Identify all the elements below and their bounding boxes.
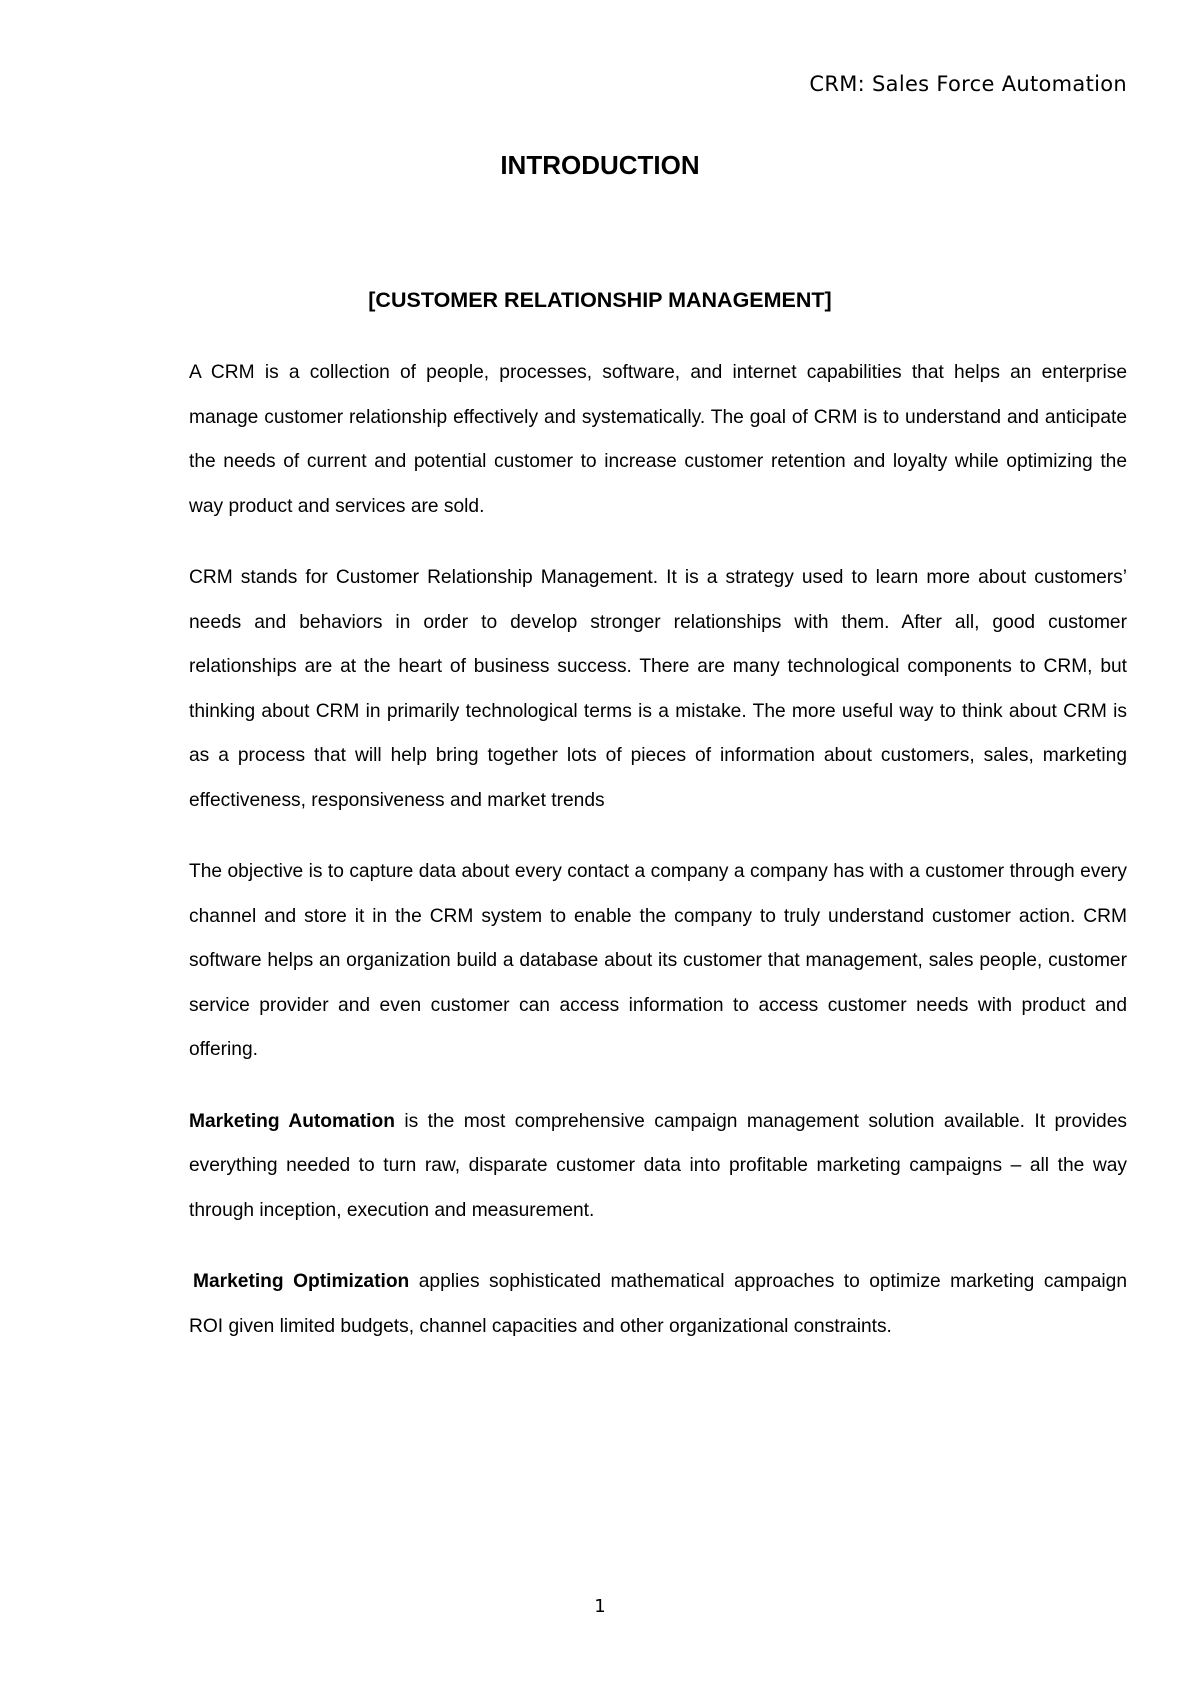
- body-text: [189, 351, 1127, 1349]
- section-title: [CUSTOMER RELATIONSHIP MANAGEMENT]: [368, 288, 832, 312]
- paragraph-crm-definition: A CRM is a collection of people, processes, software, and internet capabilities that helps an enterprise manage customer relationship effectively and systematically. The goal of CRM is to understand and anticipate the needs of current and potential customer to increase customer retention and loyalty while optimizing the way product and services are sold.: [189, 362, 1127, 517]
- term-marketing-optimization: Marketing Optimization: [193, 1271, 410, 1292]
- page-title: INTRODUCTION: [500, 150, 700, 180]
- paragraph-crm-objective: The objective is to capture data about every contact a company a company has with a customer through every channel and store it in the CRM system to enable the company to truly understand customer action. CRM software helps an organization build a database about its customer that management, sales people, customer service provider and even customer can access information to access customer needs with product and offering.: [189, 861, 1127, 1060]
- running-header: CRM: Sales Force Automation: [809, 72, 1127, 96]
- page-number: 1: [594, 1596, 606, 1617]
- paragraph-marketing-automation: [189, 1100, 1127, 1234]
- paragraph-crm-strategy: CRM stands for Customer Relationship Management. It is a strategy used to learn more about customers’ needs and behaviors in order to develop stronger relationships with them. After all, good customer relationships are at the heart of business success. There are many technological components to CRM, but thinking about CRM in primarily technological terms is a mistake. The more useful way to think about CRM is as a process that will help bring together lots of pieces of information about customers, sales, marketing effectiveness, responsiveness and market trends: [189, 567, 1127, 811]
- paragraph-marketing-optimization-text: applies sophisticated mathematical approaches to optimize marketing campaign ROI given limited budgets, channel capacities and other organizational constraints.: [189, 1271, 1128, 1337]
- term-marketing-automation: Marketing Automation: [189, 1110, 395, 1132]
- paragraph-marketing-automation-text: is the most comprehensive campaign management solution available. It provides everything needed to turn raw, disparate customer data into profitable marketing campaigns – all the way through inception, execution and measurement.: [189, 1110, 1127, 1221]
- paragraph-marketing-optimization: [189, 1260, 1127, 1349]
